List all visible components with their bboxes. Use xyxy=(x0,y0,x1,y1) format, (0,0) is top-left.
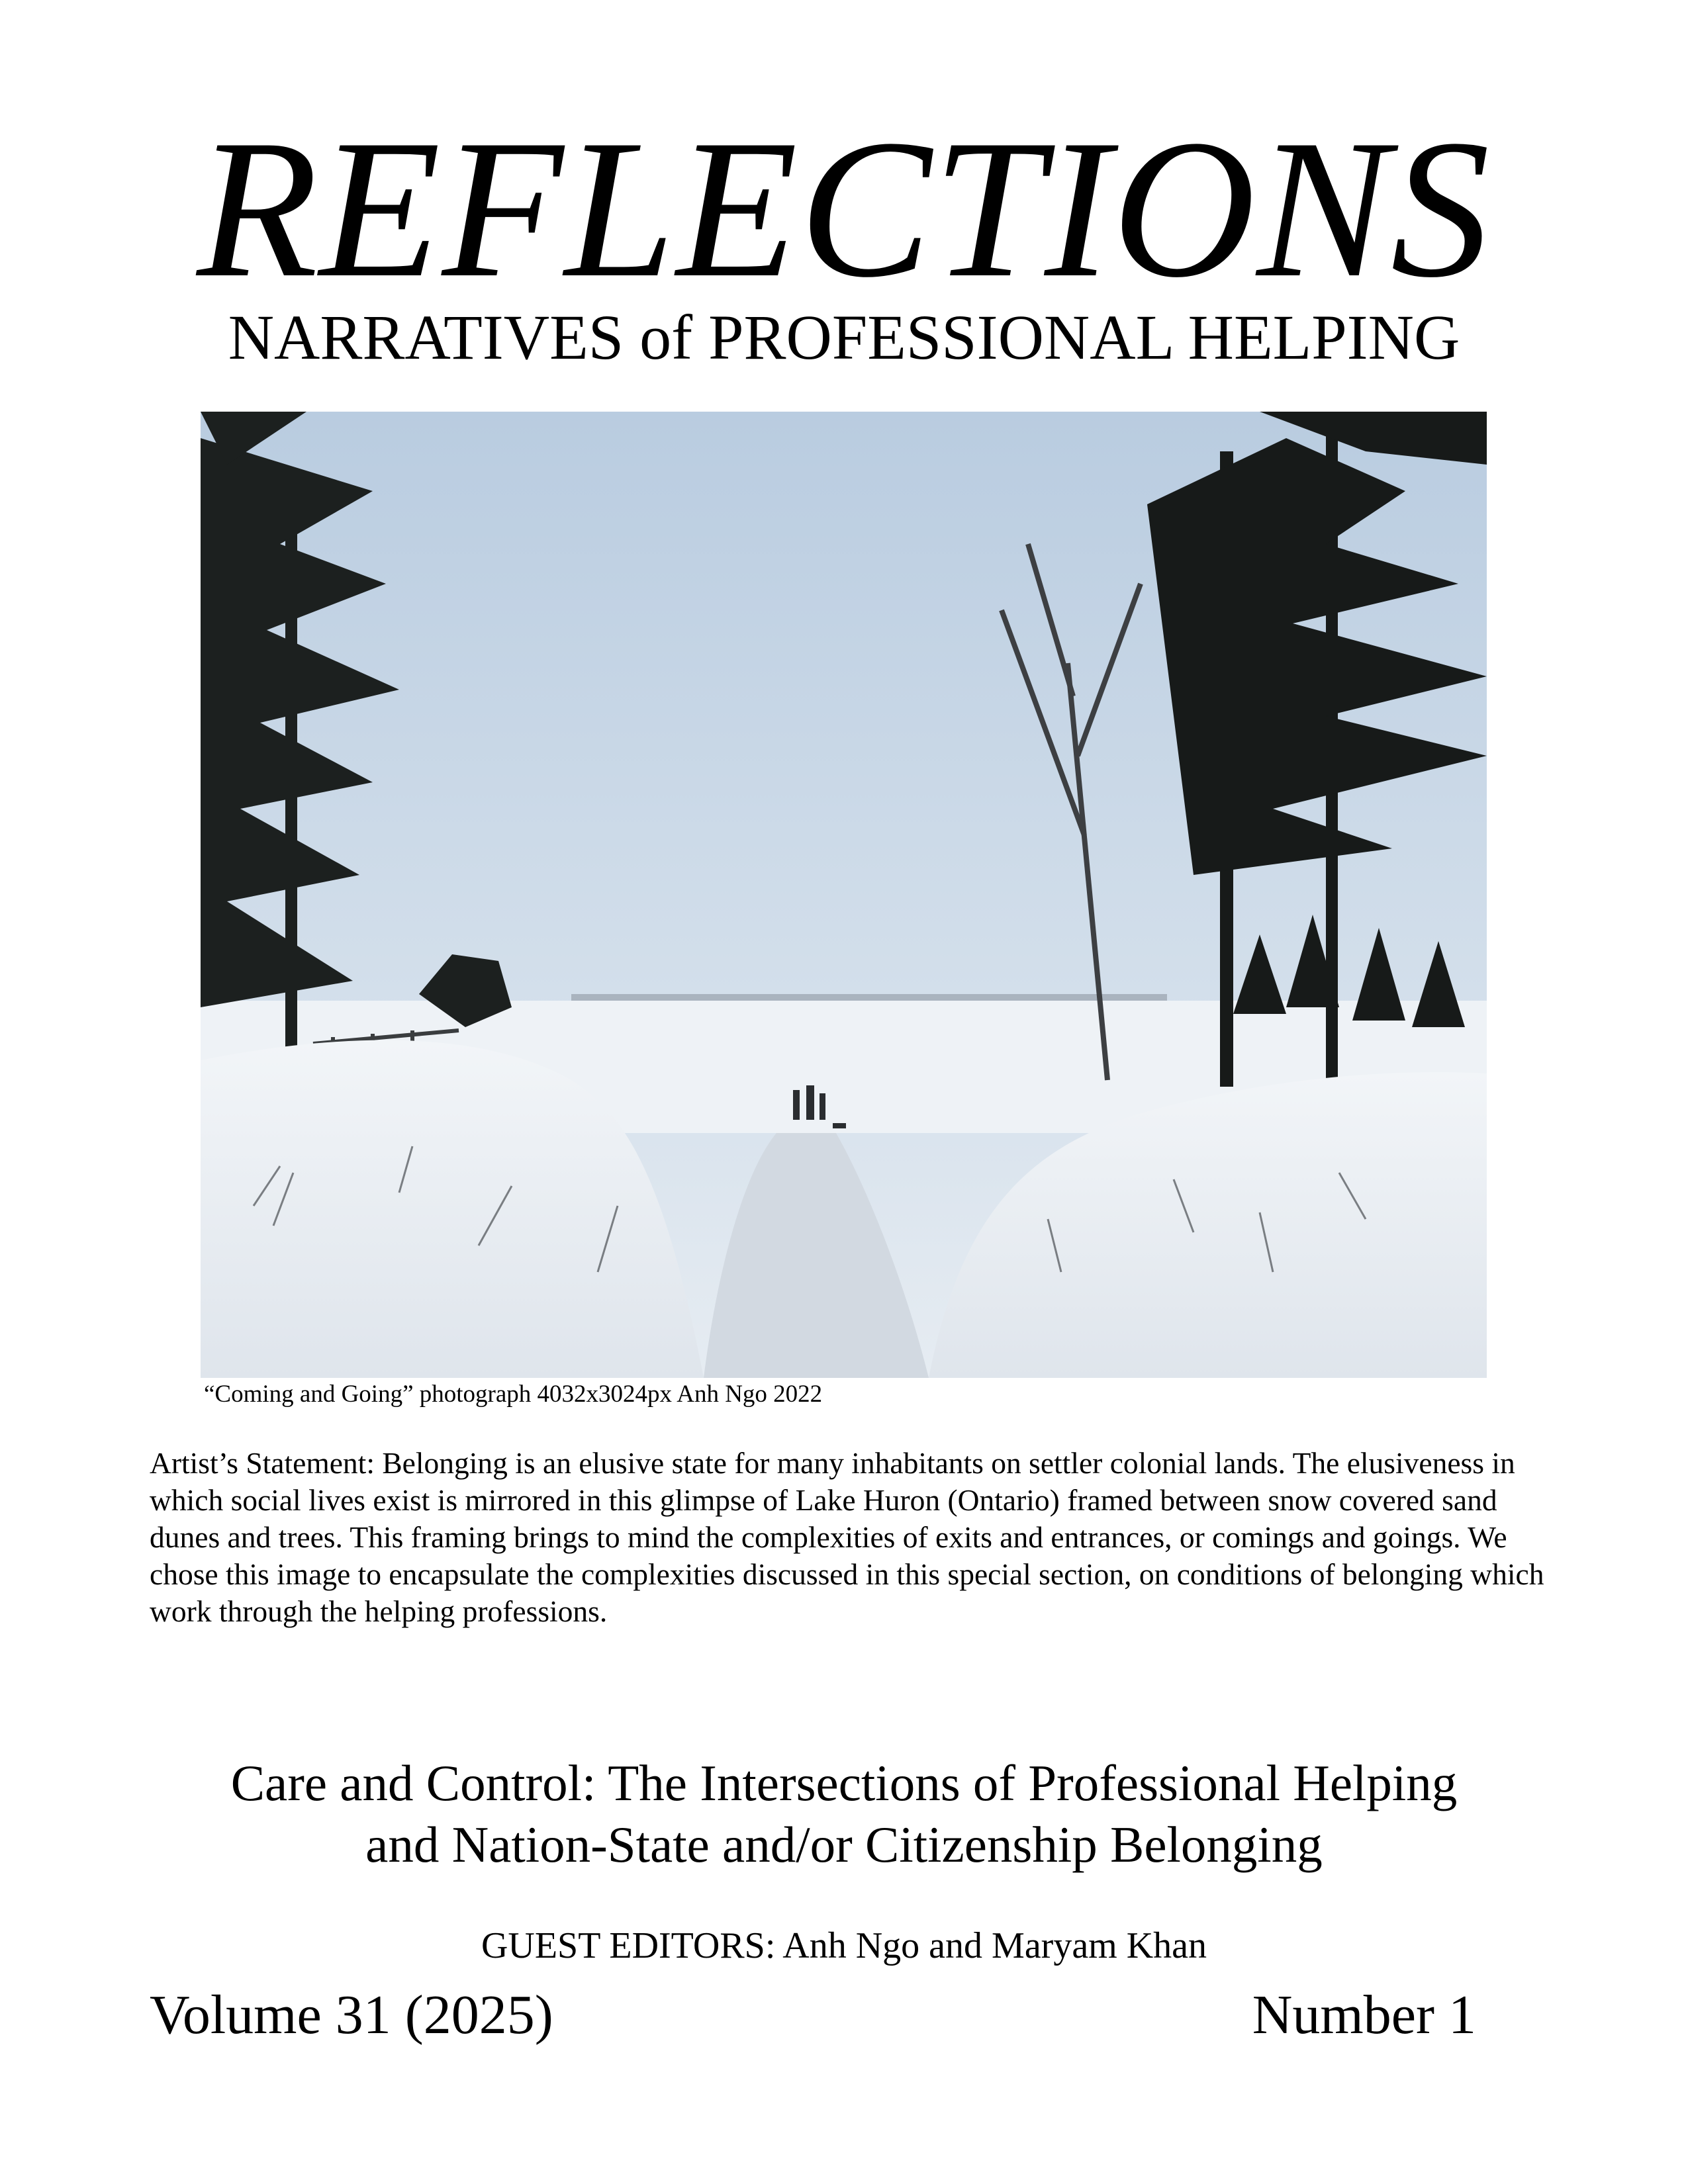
issue-number-label: Number 1 xyxy=(1252,1984,1476,2046)
special-section-title-line-1: Care and Control: The Intersections of Professional Helping xyxy=(230,1754,1458,1811)
special-section-title-line-2: and Nation-State and/or Citizenship Belonging xyxy=(365,1816,1323,1873)
volume-label: Volume 31 (2025) xyxy=(150,1984,553,2046)
artist-statement: Artist’s Statement: Belonging is an elusive state for many inhabitants on settler colonial lands. The elusiveness in which social lives exist is mirrored in this glimpse of Lake Huron (Ontario) framed between snow covered sand dunes and trees. This framing brings to mind the complexities of exits and entrances, or comings and goings. We chose this image to encapsulate the complexities discussed in this special section, on conditions of belonging which work through the helping professions. xyxy=(150,1446,1544,1628)
guest-editors: GUEST EDITORS: Anh Ngo and Maryam Khan xyxy=(481,1925,1207,1966)
photo-caption: “Coming and Going” photograph 4032x3024px Anh Ngo 2022 xyxy=(204,1381,823,1408)
winter-lake-scene-image xyxy=(201,412,1487,1378)
journal-title: REFLECTIONS xyxy=(197,99,1491,318)
special-section-title xyxy=(0,1752,1688,1876)
journal-subtitle: NARRATIVES of PROFESSIONAL HELPING xyxy=(228,302,1460,373)
cover-photograph xyxy=(201,412,1487,1378)
